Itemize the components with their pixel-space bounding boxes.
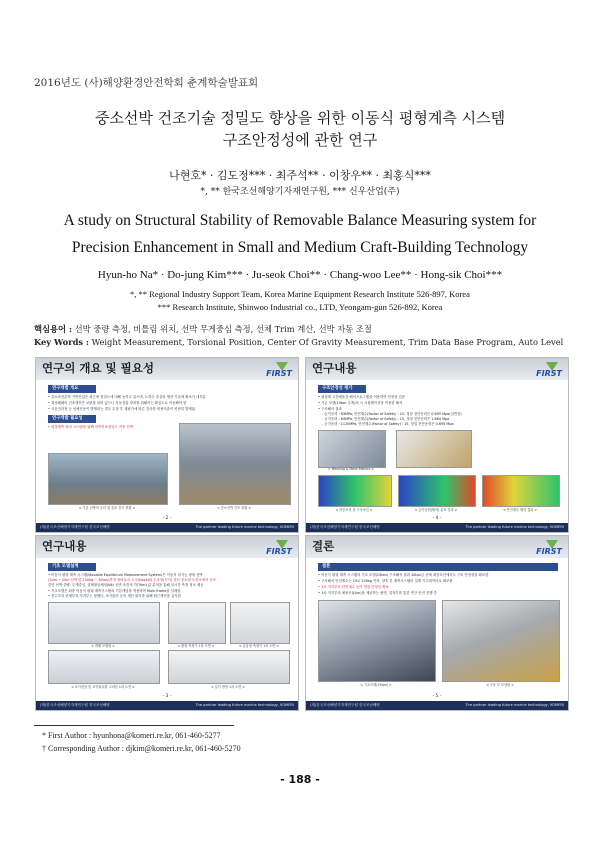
slide-title: 연구의 개요 및 필요성	[42, 361, 154, 375]
slide4-text3: • 1차 지지부의 단면계수 높이 연결 안정성 확보	[318, 585, 389, 589]
safety-factor-image	[482, 475, 560, 507]
slide-title: 연구내용	[312, 361, 357, 375]
slide4-caption1: < 기초모델(15ton) >	[360, 683, 392, 687]
deformation-result-image	[398, 475, 476, 507]
stress-result-image	[318, 475, 392, 507]
slide-page-number: - 2 -	[162, 516, 172, 521]
footer-left-text: (재)한국조선해양기자재연구원 한국조선해양	[40, 525, 110, 529]
hydraulic-drawing-1	[230, 602, 290, 644]
title-ko-line2: 구조안정성에 관한 연구	[222, 131, 378, 149]
slide4-caption2: < 구동 부 모델링 >	[486, 683, 514, 687]
slide4-text1: • 이동식 평형 계측 시스템의 기초 모델(15ton) 구조해석 결과 10ton급 선체 최종조건에서도 구조 안정성을 확보함	[318, 573, 489, 577]
footnote-corresponding-author: † Corresponding Author : djkim@komeri.re.kr, 061-460-5270	[42, 744, 241, 753]
affiliation-en-2: *** Research Institute, Shinwoo Industrial co., LTD, Yeongam-gun 526-892, Korea	[157, 302, 443, 312]
footer-left-text: (재)한국조선해양기자재연구원 한국조선해양	[40, 703, 110, 707]
slide3-caption3: < 유압형 측정기 1차 도면 >	[238, 644, 280, 648]
keywords-en-text: Weight Measurement, Torsional Position, Center Of Gravity Measurement, Trim Data Base Program, Auto Level	[91, 337, 564, 347]
slide-footer	[36, 701, 298, 710]
slide-conclusion	[305, 535, 569, 711]
open-model-drawing	[48, 602, 160, 644]
slide3-text2: (10m ~ 20m 선박 및 100kg ~ 30ton)측정 장비로서 도크(Dock)와 수조형(선거) 결선 중소형 도선소에서 건조	[48, 578, 216, 582]
balance-drawing-1	[168, 602, 226, 644]
drive-model-render	[442, 600, 560, 682]
footnote-divider	[34, 725, 234, 726]
length-drawing	[168, 650, 290, 684]
slide3-caption1: < 개폐 모델링 >	[91, 644, 115, 648]
footer-left-text: (재)한국조선해양기자재연구원 한국조선해양	[310, 525, 380, 529]
footer-left-text: (재)한국조선해양기자재연구원 한국조선해양	[310, 703, 380, 707]
slide-footer	[306, 701, 568, 710]
first-logo-text: FIRST	[536, 369, 562, 378]
slide1-text1: • 중소조선분야 기반산업은 최근에 정밀도에 대해 높이고 있으며, 노하우 중심의 생산 기술에 확보가 대부분	[48, 395, 206, 399]
slide3-text1: • 이동식 평형 계측 시스템(Movable Equilibrium Measurement System)은 이동식 다기능 평형 선박	[48, 573, 203, 577]
small-ship-photo	[179, 423, 291, 505]
slide3-caption4: < 조이펀용 및 조작위치를 고려한 1차 도면 >	[71, 685, 135, 689]
slide2-text5: - 등가응력 : 64MPa, 안전계수(Factor of Safety) : 15, 정밀 전단응력은 1.664 Mpa	[322, 417, 450, 421]
page-number: - 188 -	[280, 773, 320, 786]
slide-page-number: - 4 -	[432, 516, 442, 521]
slide1-text2: • 복상폐쇄의 건조생산은 보편화 되어 있으나 자동검출 장치를 위해서는 확실도로 이동해야 함	[48, 401, 187, 405]
keywords-ko-text: 선박 중량 측정, 비틀림 위치, 선박 무게중심 측정, 선체 Trim 계산, 선박 자동 조절	[74, 324, 372, 334]
slide2-text1: • 평형계 시간배율을 해석프로그램을 이용하여 안전성 검증	[318, 395, 406, 399]
slide1-caption2: < 중소선박 건조 현황 >	[216, 506, 252, 510]
slide2-caption4: < 안전계수 해석 결과 >	[502, 508, 538, 512]
title-ko-line1: 중소선박 건조기술 정밀도 향상을 위한 이동식 평형계측 시스템	[94, 109, 506, 127]
slide-title: 연구내용	[42, 539, 87, 553]
slide2-caption3: < 등가응력(해석) 분포 결과 >	[414, 508, 458, 512]
slide2-text2: • 기존 모델(15ton 무게)의 시 시뮬레이션을 이용한 해석	[318, 401, 403, 405]
slide-research-design	[35, 535, 299, 711]
footer-right-text: The partner leading future marine technology, KOMERI	[195, 525, 294, 529]
slide1-text4: • 평형계측 장비 시스템을 위해 선박건조정밀도 적용 선박	[48, 425, 133, 429]
slide3-caption5: < 길이 방향 1차 도면 >	[211, 685, 245, 689]
slide4-text4: • 1차 지지부의 체용모듈(kn)을 제공하는 평면, 밀착부를 통한 연구 안전 진행 중	[318, 591, 437, 595]
ship-repair-photo	[48, 453, 168, 505]
basic-model-render	[318, 600, 436, 682]
section-conclusion-header: 결론	[318, 563, 558, 571]
footer-right-text: The partner leading future marine technology, KOMERI	[465, 703, 564, 707]
mesh-image	[318, 430, 386, 468]
footnote-first-author: * First Author : hyunhona@komeri.re.kr, 061-460-5277	[42, 731, 221, 740]
affiliation-ko: *, ** 한국조선해양기자재연구원, *** 신우산업(주)	[200, 187, 400, 197]
slide2-text3: • 구조해석 결과	[318, 407, 342, 411]
slide3-text3: 중인 선박 중량, 무게중심, 실제형상체성(tilt) 공면 조건의 각(Trim) 값 분석을 통해 실시간 측정 정보 제공	[48, 583, 204, 587]
slide-footer	[36, 523, 298, 532]
first-logo-text: FIRST	[266, 369, 292, 378]
authors-ko: 나현호* · 김도정*** · 최주석** · 이창우** · 최홍식***	[169, 169, 431, 182]
slide2-text4: - 등가응력 : 63MPa, 안전계수(Factor of Safety) : 15, 정밀 전단응력은 0.695 Mpa(일반강)	[322, 412, 462, 416]
slide2-text6: - 등가응력 : 1120MPa, 안전계수(Factor of Safety) : 15, 정밀 전단응력은 0.695 Mpa	[322, 422, 454, 426]
slide-page-number: - 5 -	[432, 694, 442, 699]
section-basic-model-header: 기초 모델설계	[48, 563, 96, 571]
conference-header: 2016년도 (사)해양환경안전학회 춘계학술발표회	[34, 77, 259, 89]
title-en-line1: A study on Structural Stability of Removable Balance Measuring system for	[63, 212, 537, 229]
slide-overview	[35, 357, 299, 533]
slide-research-analysis	[305, 357, 569, 533]
affiliation-en-1: *, ** Regional Industry Support Team, Korea Marine Equipment Research Institute 526-897, Korea	[130, 289, 470, 299]
slide-title: 결론	[312, 539, 335, 553]
load-condition-image	[396, 430, 472, 468]
first-logo-text: FIRST	[266, 547, 292, 556]
footer-right-text: The partner leading future marine technology, KOMERI	[195, 703, 294, 707]
footer-right-text: The partner leading future marine technology, KOMERI	[465, 525, 564, 529]
slide3-caption2: < 평형 측정기 1차 도면 >	[177, 644, 215, 648]
keywords-en	[34, 337, 563, 347]
slide2-caption2: < 하중조건 및 구속조건 >	[335, 508, 373, 512]
first-logo-text: FIRST	[536, 547, 562, 556]
section-need-header: 연구개발 필요성	[48, 415, 96, 423]
slide-footer	[306, 523, 568, 532]
keywords-ko	[34, 323, 372, 335]
title-en-line2: Precision Enhancement in Small and Medium Craft-Building Technology	[71, 239, 529, 256]
slide2-caption1: < Meshing & Mesh Metrics >	[327, 467, 375, 471]
section-overview-header: 연구개발 개요	[48, 385, 96, 393]
slide1-caption1: < 기존 선박의 수리 및 신조 건조 현황 >	[78, 506, 136, 510]
section-structural-header: 구조안정성 평가	[318, 385, 366, 393]
slide4-text2: • 구조해석 안전계수는 15로 130kg 이하, 향후 본 계측시스템의 설계 기초데이터로 확보함	[318, 579, 453, 583]
keywords-en-label: Key Words :	[34, 337, 89, 347]
joystick-drawing	[48, 650, 160, 684]
keywords-ko-label: 핵심용어 :	[34, 324, 73, 334]
authors-en: Hyun-ho Na* · Do-jung Kim*** · Ju-seok Choi** · Chang-woo Lee** · Hong-sik Choi***	[97, 269, 503, 281]
slide-header	[306, 536, 568, 558]
slide3-text5: • 전수부의 선체부의 지지부는 당했다, 조기판의 등의 계산 편리를 위해 원근계선을 유지함	[48, 594, 181, 598]
slide1-text3: • 시운전과정 등 선체진동이 발생되는 경우 수정 후 재평가에 따른 검사한 비용지출이 빈번히 발생됨	[48, 407, 196, 411]
slide3-text4: • 기초모델은 최종 이동식 평형 계측기스템의 기본개념을 적용하여 Main frame을 설계함	[48, 589, 181, 593]
slide-page-number: - 3 -	[162, 694, 172, 699]
